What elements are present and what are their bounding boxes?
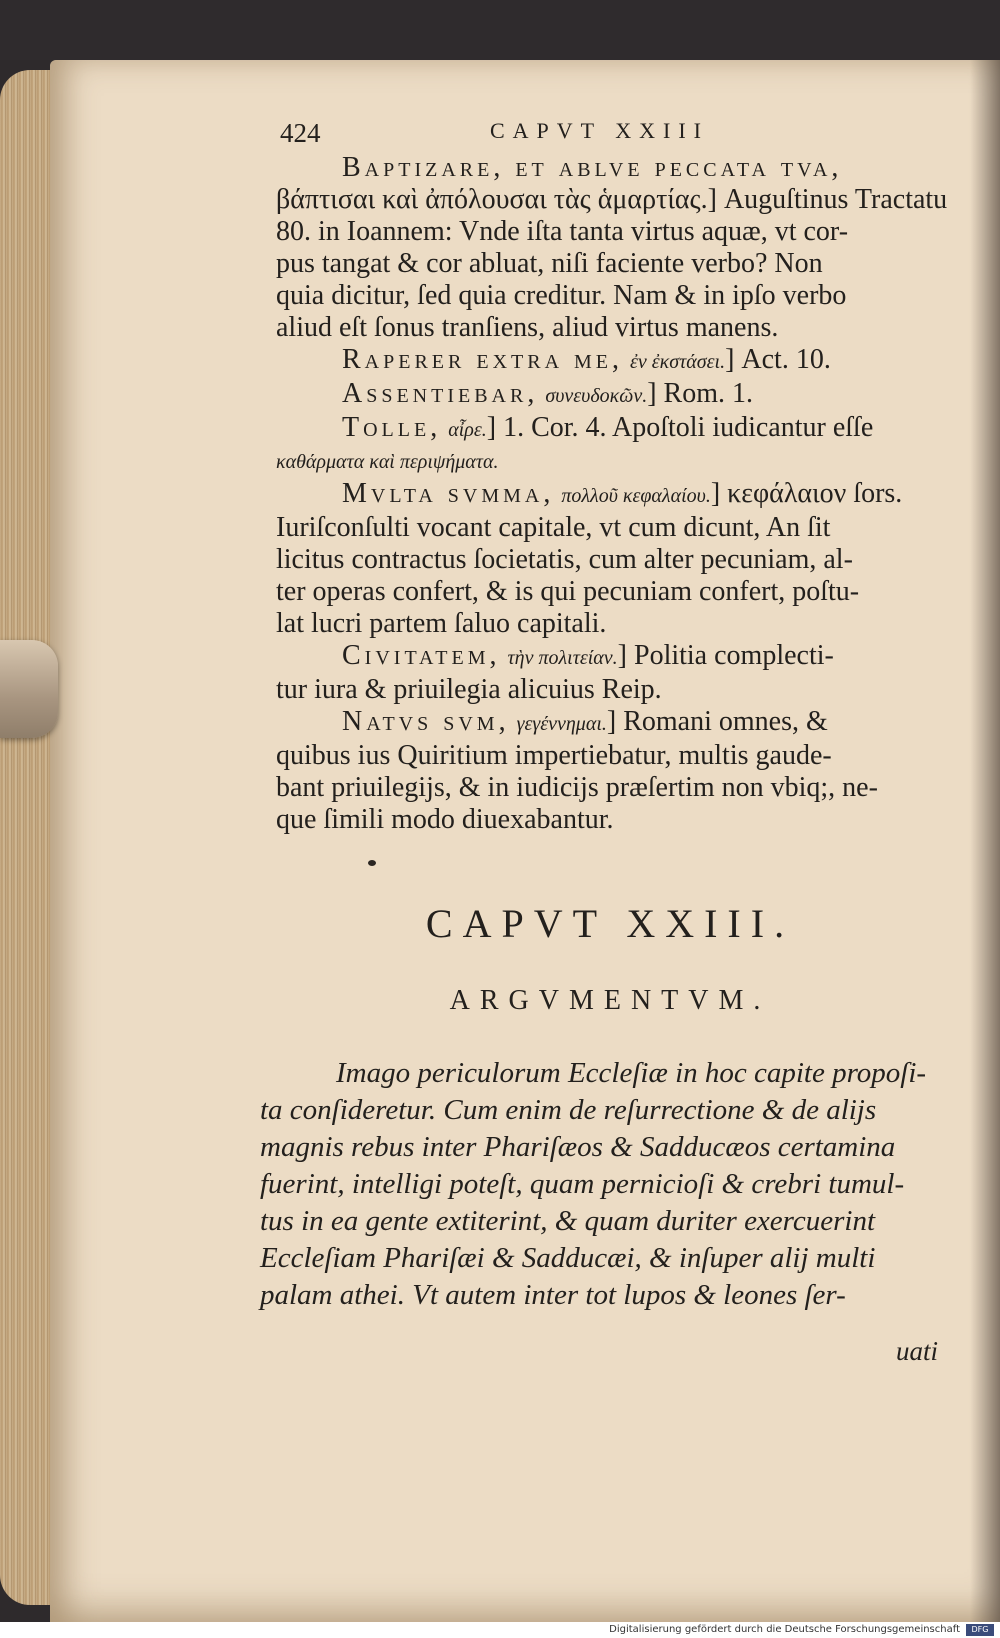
note-line: βάπτισαι καὶ ἀπόλουσαι τὰς ἁμαρτίας.] Auguſtinus Tractatu xyxy=(276,184,948,215)
greek-term: πολλοῦ κεφαλαίου. xyxy=(561,485,711,507)
reference: ] Act. 10. xyxy=(725,344,831,375)
reference: ] κεφάλαιον ſors. xyxy=(710,478,903,509)
note-line: tur iura & priuilegia alicuius Reip. xyxy=(276,674,662,705)
catchword: uati xyxy=(896,1336,939,1366)
argument-line: ta conſideretur. Cum enim de reſurrectione & de alijs xyxy=(260,1094,877,1126)
note-line: licitus contractus ſocietatis, cum alter pecuniam, al- xyxy=(276,544,853,575)
note-line: lat lucri partem ſaluo capitali. xyxy=(276,608,607,639)
note-raperer xyxy=(276,344,966,378)
page-number: 424 xyxy=(280,118,321,148)
greek-term: ἐν ἐκστάσει. xyxy=(630,351,726,373)
running-head: CAPVT XXIII xyxy=(490,118,709,143)
note-assentiebar xyxy=(276,378,966,412)
note-multa xyxy=(276,478,966,512)
lemma: Raperer extra me, xyxy=(342,344,624,375)
reference: ] Romani omnes, & xyxy=(606,706,828,737)
footer-credit: Digitalisierung gefördert durch die Deutsche Forschungsgemeinschaft xyxy=(609,1624,960,1635)
argument-line: palam athei. Vt autem inter tot lupos & leones ſer- xyxy=(260,1279,846,1311)
note-line: pus tangat & cor abluat, niſi faciente verbo? Non xyxy=(276,248,823,279)
note-line: καθάρματα καὶ περιψήματα. xyxy=(276,451,499,473)
argument-line: tus in ea gente extiterint, & quam duriter exercuerint xyxy=(260,1205,876,1237)
note-line: quia dicitur, ſed quia creditur. Nam & in ipſo verbo xyxy=(276,280,847,311)
greek-term: συνευδοκῶν. xyxy=(545,385,648,407)
argument-line: Imago periculorum Eccleſiæ in hoc capite propoſi- xyxy=(336,1057,927,1089)
argument-text xyxy=(260,1055,960,1314)
note-civitatem xyxy=(276,640,966,674)
note-natus xyxy=(276,706,966,740)
lemma: Natvs svm, xyxy=(342,706,510,737)
note-line: quibus ius Quiritium impertiebatur, multis gaude- xyxy=(276,740,832,771)
reference: ] Rom. 1. xyxy=(647,378,753,409)
note-tolle xyxy=(276,412,966,446)
lemma: Mvlta svmma, xyxy=(342,478,555,509)
reference: ] 1. Cor. 4. Apoſtoli iudicantur eſſe xyxy=(486,412,874,443)
chapter-title: CAPVT XXIII. xyxy=(425,901,795,946)
annotations xyxy=(276,152,966,836)
binding-shadow xyxy=(970,60,1000,1625)
note-line: bant priuilegijs, & in iudicijs præſertim non vbiq;, ne- xyxy=(276,772,878,803)
lemma: Assentiebar, xyxy=(342,378,539,409)
note-line: ter operas confert, & is qui pecuniam confert, poſtu- xyxy=(276,576,860,607)
lemma: Civitatem, xyxy=(342,640,501,671)
greek-term: τὴν πολιτείαν. xyxy=(507,647,618,669)
argument-line: fuerint, intelligi poteſt, quam pernicioſi & crebri tumul- xyxy=(260,1168,905,1200)
note-line: 80. in Ioannem: Vnde iſta tanta virtus aquæ, vt cor- xyxy=(276,216,849,247)
lemma: Baptizare, et ablve peccata tva, xyxy=(342,152,843,183)
note-line: aliud eſt ſonus tranſiens, aliud virtus manens. xyxy=(276,312,779,343)
argument-line: Eccleſiam Phariſæi & Sadducæi, & inſuper alij multi xyxy=(260,1242,876,1274)
greek-term: αἶρε. xyxy=(448,419,487,441)
argument-line: magnis rebus inter Phariſæos & Sadducæos certamina xyxy=(260,1131,896,1163)
reference: ] Politia complecti- xyxy=(617,640,834,671)
greek-term: γεγέννημαι. xyxy=(516,713,607,735)
lemma: Tolle, xyxy=(342,412,442,443)
note-baptizare xyxy=(276,152,966,184)
note-line: que ſimili modo diuexabantur. xyxy=(276,804,614,835)
argument-heading: ARGVMENTVM. xyxy=(449,985,771,1016)
dfg-logo: DFG xyxy=(966,1624,994,1636)
ink-mark xyxy=(368,860,376,866)
scan-background-top xyxy=(0,0,1000,60)
note-line: Iuriſconſulti vocant capitale, vt cum dicunt, An ſit xyxy=(276,512,831,543)
book-clasp xyxy=(0,640,58,738)
